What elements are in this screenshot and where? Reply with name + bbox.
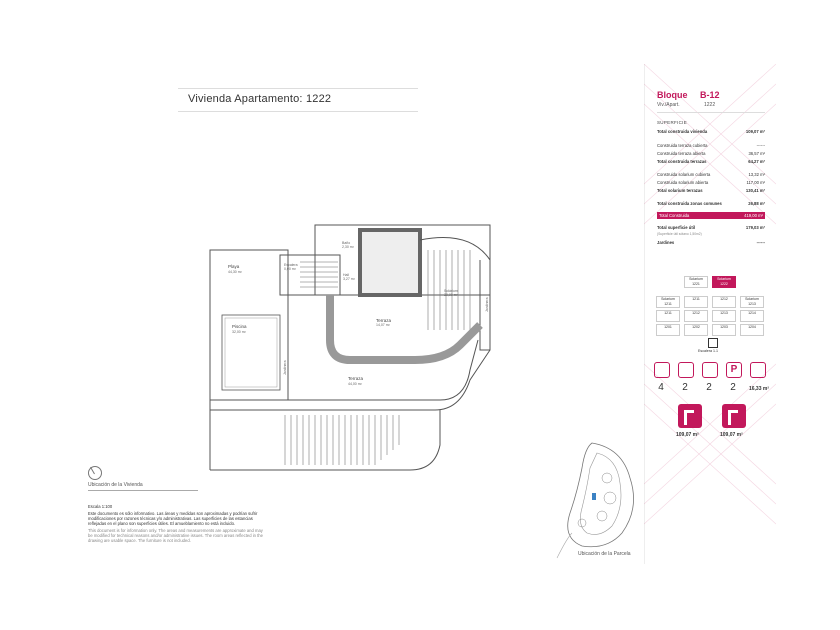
unit-cell[interactable]: 1201: [656, 324, 680, 336]
divider: [657, 112, 765, 113]
location-marker-icon: [592, 493, 596, 500]
bedrooms-count: 4: [658, 382, 664, 393]
surface-row: Total superficie útil 179,03 m²: [657, 225, 765, 230]
unit-cell[interactable]: 1204: [740, 324, 764, 336]
disclaimer-es: Este documento es sólo informativo. Las áreas y medidas son aproximadas y podrían sufrir modificaciones por razones técnicas y/o administrativas. Las superficies de las estancias reflejadas en el plano son superficies útiles. El amueblamiento no está incluido.: [88, 511, 258, 526]
bed-icon: [654, 362, 670, 378]
surface-row: Total construida vivienda 109,07 m²: [657, 129, 765, 134]
storage-area: 16,33 m²: [748, 386, 769, 392]
feature-icons: [652, 362, 770, 402]
room-escalera: Escalera: [284, 263, 298, 267]
unit-cell[interactable]: 1212: [712, 296, 736, 308]
parking-count: 2: [730, 382, 736, 393]
keymap-caption: Ubicación de la Parcela: [578, 551, 631, 557]
surface-row: Construida terraza cubierta ------: [657, 143, 765, 148]
scale-label: Escala 1:100: [88, 504, 113, 509]
parking-icon: P: [726, 362, 742, 378]
unit-cell[interactable]: Solarium 1221: [684, 276, 708, 288]
room-terraza-upper: Terraza: [376, 318, 392, 323]
surface-row: Jardines ------: [657, 240, 765, 245]
orientation-caption: Ubicación de la Vivienda: [88, 482, 198, 491]
pool: [222, 315, 280, 390]
grid-caption: Escalera 1.1: [698, 349, 718, 353]
block-value: B-12: [700, 90, 720, 100]
built-area-value: 109,07 m²: [676, 432, 699, 438]
surface-row: Total construida terrazas 64,27 m²: [657, 159, 765, 164]
title-bar: [178, 88, 418, 112]
unit-label: Viv./Apart.: [657, 102, 680, 108]
section-title: SUPERFICIE: [657, 120, 688, 125]
surface-row: Construida solarium abierta 117,00 m²: [657, 180, 765, 185]
compass-icon: [88, 466, 102, 480]
staircase-icon: [708, 338, 718, 348]
room-playa: Playa: [228, 264, 240, 269]
unit-value: 1222: [704, 102, 716, 108]
storage-icon: [750, 362, 766, 378]
built-area-icon: [678, 404, 702, 428]
room-piscina: Piscina: [232, 324, 247, 329]
unit-cell[interactable]: Solarium 1213: [740, 296, 764, 308]
useful-area-value: 109,07 m²: [720, 432, 743, 438]
room-escalera-area: 0,00 m²: [284, 267, 296, 271]
toilet-icon: [702, 362, 718, 378]
room-playa-area: 44,30 m²: [228, 270, 242, 274]
unit-cell[interactable]: 1211: [684, 296, 708, 308]
surface-row: Total solarium terrazas 130,41 m²: [657, 188, 765, 193]
unit-cell[interactable]: 1203: [712, 324, 736, 336]
room-terraza-lower-area: 44,00 m²: [348, 382, 362, 386]
room-bano: Baño: [342, 241, 351, 245]
room-terraza-lower: Terraza: [348, 376, 364, 381]
surface-row: Total construida zonas comunes 26,88 m²: [657, 201, 765, 206]
unit-cell-selected[interactable]: Solarium 1222: [712, 276, 736, 288]
unit-cell[interactable]: 1212: [684, 310, 708, 322]
toilets-count: 2: [706, 382, 712, 393]
side-label-right: Jardinera: [485, 297, 489, 312]
stairs-icon: [300, 262, 338, 287]
unit-cell[interactable]: 1213: [712, 310, 736, 322]
disclaimer-en: This document is for information only. The areas and measurements are approximate and may be modified for technical reasons and/or administrative issues. The room areas reflected in the drawing are usable space. The furniture is not included.: [88, 528, 263, 543]
room-hall: Hall: [343, 273, 350, 277]
room-solarium: Solárium: [444, 289, 458, 293]
room-terraza-upper-area: 14,07 m²: [376, 323, 390, 327]
showers-count: 2: [682, 382, 688, 393]
room-hall-area: 3,27 m²: [343, 277, 355, 281]
unit-cell[interactable]: Solarium 1211: [656, 296, 680, 308]
total-built-row: Total Construida 419,00 m²: [659, 213, 763, 218]
orientation-block: [88, 466, 198, 491]
unit-cell[interactable]: 1214: [740, 310, 764, 322]
floor-plan-drawing: [200, 220, 520, 485]
unit-cell[interactable]: 1202: [684, 324, 708, 336]
site-keymap: [552, 438, 652, 563]
disclaimer: [88, 504, 268, 545]
shower-icon: [678, 362, 694, 378]
useful-area-icon: [722, 404, 746, 428]
surface-row: Construida terraza abierta 36,57 m²: [657, 151, 765, 156]
side-label-left: Jardinera: [283, 360, 287, 375]
surface-row: Construida solarium cubierta 13,32 m²: [657, 172, 765, 177]
unit-cell[interactable]: 1211: [656, 310, 680, 322]
surface-note: (Superficie útil sótano 1,50m2): [657, 232, 702, 236]
block-label: Bloque: [657, 90, 688, 100]
room-piscina-area: 32,00 m²: [232, 330, 246, 334]
page-title: Vivienda Apartamento: 1222: [188, 93, 332, 105]
room-bano-area: 2,30 m²: [342, 245, 354, 249]
room-solarium-area: 30,00 m²: [444, 293, 458, 297]
